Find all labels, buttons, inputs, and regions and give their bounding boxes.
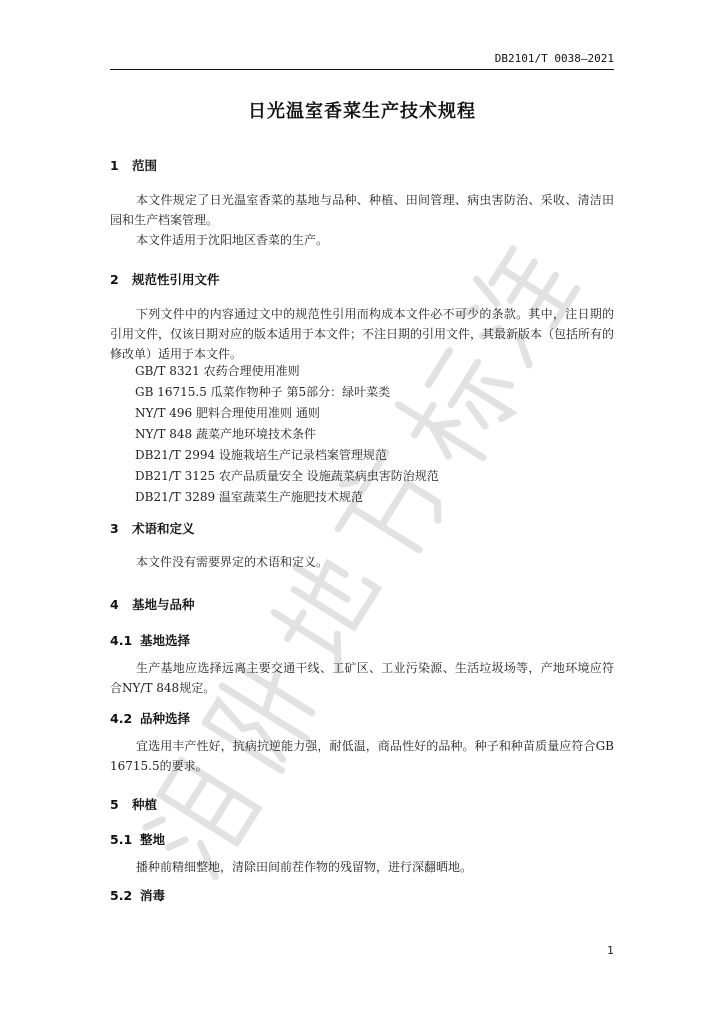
reference-item: GB/T 8321 农药合理使用准则 xyxy=(135,364,300,378)
section-number: 5.1 xyxy=(110,832,133,847)
section-number: 1 xyxy=(110,158,119,173)
page-number: 1 xyxy=(607,944,614,957)
section-heading-2 xyxy=(110,270,220,288)
reference-item: DB21/T 3125 农产品质量安全 设施蔬菜病虫害防治规范 xyxy=(135,469,439,483)
reference-item: NY/T 848 蔬菜产地环境技术条件 xyxy=(135,427,317,441)
section-title: 种植 xyxy=(132,797,158,812)
section-title: 规范性引用文件 xyxy=(132,272,220,287)
subsection-heading-4-2 xyxy=(110,709,190,727)
section-title: 消毒 xyxy=(140,888,166,903)
section-title: 基地选择 xyxy=(140,633,191,648)
paragraph: 播种前精细整地，清除田间前茬作物的残留物，进行深翻晒地。 xyxy=(136,860,473,874)
paragraph: 本文件适用于沈阳地区香菜的生产。 xyxy=(136,233,329,247)
section-title: 术语和定义 xyxy=(132,521,195,536)
paragraph: 生产基地应选择远离主要交通干线、工矿区、工业污染源、生活垃圾场等，产地环境应符合NY/T 848规定。 xyxy=(110,661,614,695)
subsection-heading-4-1 xyxy=(110,631,190,649)
paragraph: 下列文件中的内容通过文中的规范性引用而构成本文件必不可少的条款。其中，注日期的引用文件，仅该日期对应的版本适用于本文件；不注日期的引用文件，其最新版本（包括所有的修改单）适用于本文件。 xyxy=(110,307,615,361)
document-title: 日光温室香菜生产技术规程 xyxy=(248,101,476,122)
section-title: 整地 xyxy=(140,832,166,847)
reference-item: DB21/T 3289 温室蔬菜生产施肥技术规范 xyxy=(135,490,363,504)
section-number: 5.2 xyxy=(110,888,133,903)
section-number: 4.2 xyxy=(110,711,133,726)
section-title: 基地与品种 xyxy=(132,597,195,612)
paragraph: 本文件规定了日光温室香菜的基地与品种、种植、田间管理、病虫害防治、采收、清洁田园和生产档案管理。 xyxy=(110,193,614,227)
section-number: 4.1 xyxy=(110,633,133,648)
section-number: 5 xyxy=(110,797,119,812)
standard-code: DB2101/T 0038—2021 xyxy=(494,52,614,65)
subsection-heading-5-2 xyxy=(110,886,165,904)
paragraph: 本文件没有需要界定的术语和定义。 xyxy=(136,555,329,569)
section-heading-1 xyxy=(110,156,157,174)
reference-item: DB21/T 2994 设施栽培生产记录档案管理规范 xyxy=(135,448,387,462)
paragraph: 宜选用丰产性好，抗病抗逆能力强，耐低温，商品性好的品种。种子和种苗质量应符合GB 16715.5的要求。 xyxy=(110,739,614,773)
header-divider xyxy=(110,69,614,70)
subsection-heading-5-1 xyxy=(110,830,165,848)
section-title: 范围 xyxy=(132,158,158,173)
section-number: 2 xyxy=(110,272,119,287)
section-heading-5 xyxy=(110,795,157,813)
reference-item: NY/T 496 肥料合理使用准则 通则 xyxy=(135,406,320,420)
section-number: 3 xyxy=(110,521,119,536)
reference-item: GB 16715.5 瓜菜作物种子 第5部分：绿叶菜类 xyxy=(135,385,391,399)
section-heading-4 xyxy=(110,595,195,613)
section-title: 品种选择 xyxy=(140,711,191,726)
section-heading-3 xyxy=(110,519,195,537)
section-number: 4 xyxy=(110,597,119,612)
